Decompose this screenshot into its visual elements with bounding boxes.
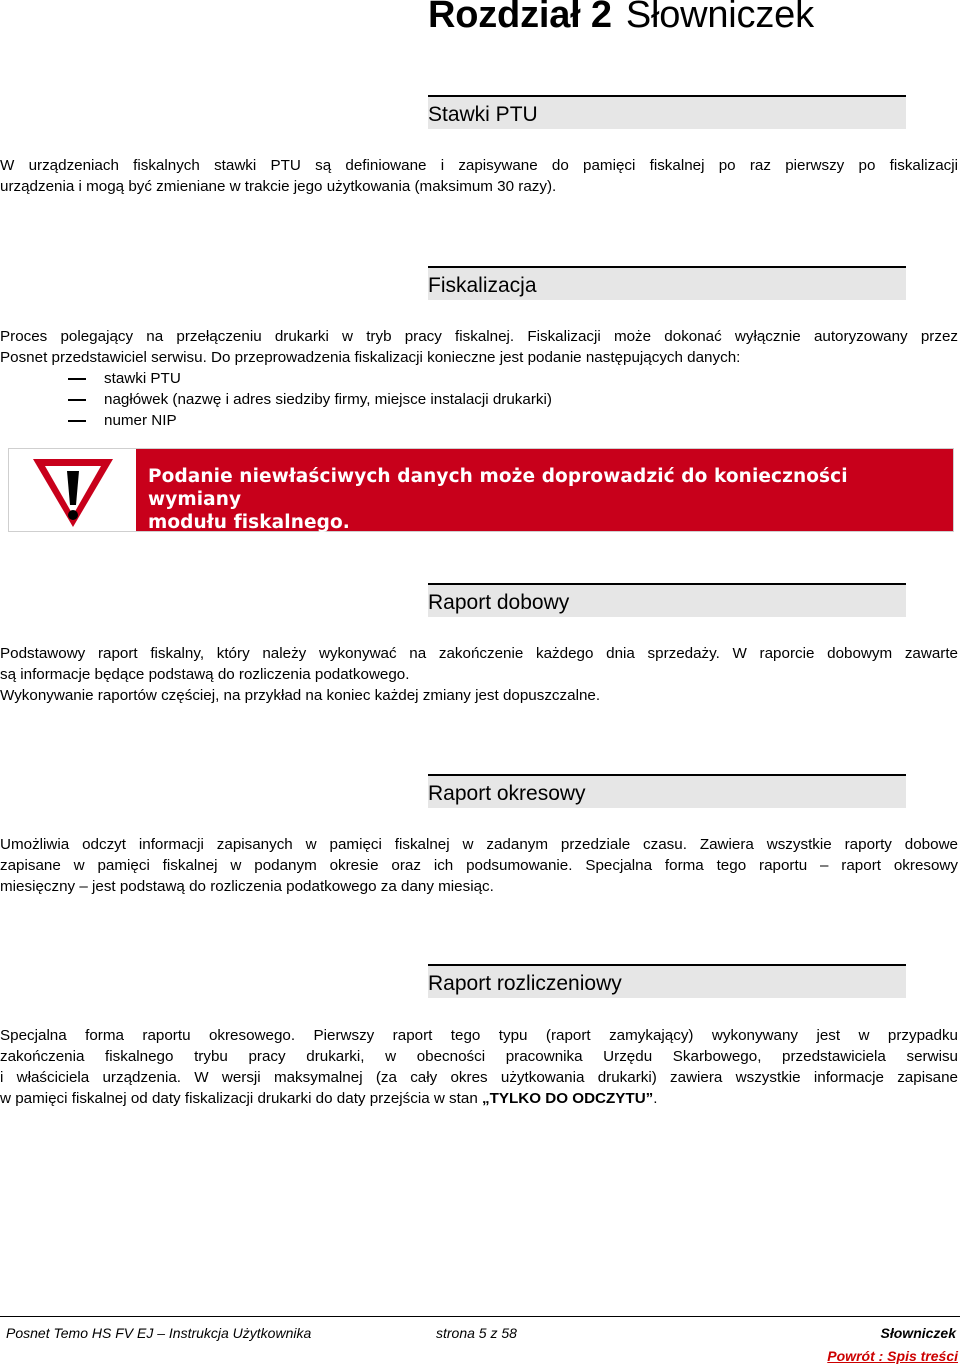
read-only-mode-label: „TYLKO DO ODCZYTU” xyxy=(481,1090,654,1107)
footer-divider xyxy=(0,1316,960,1317)
footer-page-number: strona 5 z 58 xyxy=(436,1325,517,1341)
paragraph-stawki-ptu xyxy=(0,155,958,197)
section-heading-text: Raport okresowy xyxy=(428,782,586,805)
warning-line: Podanie niewłaściwych danych może doprowadzić do konieczności wymiany xyxy=(148,466,848,510)
footer-section-name: Słowniczek xyxy=(880,1325,956,1341)
chapter-title xyxy=(428,0,814,37)
text-line: W urządzeniach fiskalnych stawki PTU są definiowane i zapisywane do pamięci fiskalnej po raz pierwszy po fiskalizacji xyxy=(0,157,958,174)
back-to-contents-link[interactable]: Powrót : Spis treści xyxy=(827,1348,958,1364)
text-line: zakończenia fiskalnego trybu pracy drukarki, w obecności pracownika Urzędu Skarbowego, przedstawiciela serwisu xyxy=(0,1048,958,1065)
text-line xyxy=(0,1088,958,1109)
list-item xyxy=(68,389,552,410)
section-heading-text: Raport rozliczeniowy xyxy=(428,972,622,995)
list-item-text: stawki PTU xyxy=(104,370,181,387)
text-segment: . xyxy=(653,1090,658,1107)
section-heading-raport-dobowy xyxy=(428,583,906,617)
text-line: miesięczny – jest podstawą do rozliczenia podatkowego za dany miesiąc. xyxy=(0,878,494,895)
paragraph-raport-rozliczeniowy xyxy=(0,1025,958,1109)
text-line: Posnet przedstawiciel serwisu. Do przeprowadzenia fiskalizacji konieczne jest podanie następujących danych: xyxy=(0,349,741,366)
text-line: są informacje będące podstawą do rozliczenia podatkowego. xyxy=(0,666,410,683)
text-line: Umożliwia odczyt informacji zapisanych w pamięci fiskalnej w zadanym przedziale czasu. Zawiera wszystkie raporty dobowe xyxy=(0,836,958,853)
warning-text xyxy=(148,465,943,534)
chapter-number: Rozdział 2 xyxy=(428,0,612,36)
text-line: Specjalna forma raportu okresowego. Pierwszy raport tego typu (raport zamykający) wykonywany jest w przypadku xyxy=(0,1027,958,1044)
warning-box xyxy=(8,448,954,532)
dash-bullet xyxy=(68,420,86,422)
chapter-name: Słowniczek xyxy=(625,0,814,36)
text-line: Podstawowy raport fiskalny, który należy wykonywać na zakończenie każdego dnia sprzedaży. W raporcie dobowym zawarte xyxy=(0,645,958,662)
text-line: urządzenia i mogą być zmieniane w trakcie jego użytkowania (maksimum 30 razy). xyxy=(0,178,557,195)
section-heading-text: Raport dobowy xyxy=(428,591,570,614)
section-heading-stawki-ptu xyxy=(428,95,906,129)
section-heading-raport-okresowy xyxy=(428,774,906,808)
text-segment: w pamięci fiskalnej od daty fiskalizacji drukarki do daty przejścia w stan xyxy=(0,1090,482,1107)
paragraph-fiskalizacja xyxy=(0,326,958,368)
warning-triangle-icon xyxy=(29,455,117,529)
text-line: Proces polegający na przełączeniu drukarki w tryb pracy fiskalnej. Fiskalizacji może dokonać wyłącznie autoryzowany przez xyxy=(0,328,958,345)
paragraph-raport-dobowy xyxy=(0,643,958,706)
section-heading-text: Fiskalizacja xyxy=(428,274,537,297)
section-heading-text: Stawki PTU xyxy=(428,103,538,126)
warning-line: modułu fiskalnego. xyxy=(148,512,350,533)
dash-bullet xyxy=(68,378,86,380)
text-line: i właściciela urządzenia. W wersji maksymalnej (za cały okres użytkowania drukarki) zawiera wszystkie informacje zapisane xyxy=(0,1069,958,1086)
footer-document-title: Posnet Temo HS FV EJ – Instrukcja Użytkownika xyxy=(6,1325,312,1341)
paragraph-raport-okresowy xyxy=(0,834,958,897)
text-line: zapisane w pamięci fiskalnej w podanym okresie oraz ich podsumowanie. Specjalna forma tego raportu – raport okresowy xyxy=(0,857,958,874)
list-item-text: numer NIP xyxy=(104,412,177,429)
list-item xyxy=(68,410,177,431)
list-item xyxy=(68,368,181,389)
section-heading-fiskalizacja xyxy=(428,266,906,300)
dash-bullet xyxy=(68,399,86,401)
text-line: Wykonywanie raportów częściej, na przykład na koniec każdej zmiany jest dopuszczalne. xyxy=(0,687,601,704)
warning-banner xyxy=(136,449,953,531)
section-heading-raport-rozliczeniowy xyxy=(428,964,906,998)
list-item-text: nagłówek (nazwę i adres siedziby firmy, miejsce instalacji drukarki) xyxy=(104,391,552,408)
